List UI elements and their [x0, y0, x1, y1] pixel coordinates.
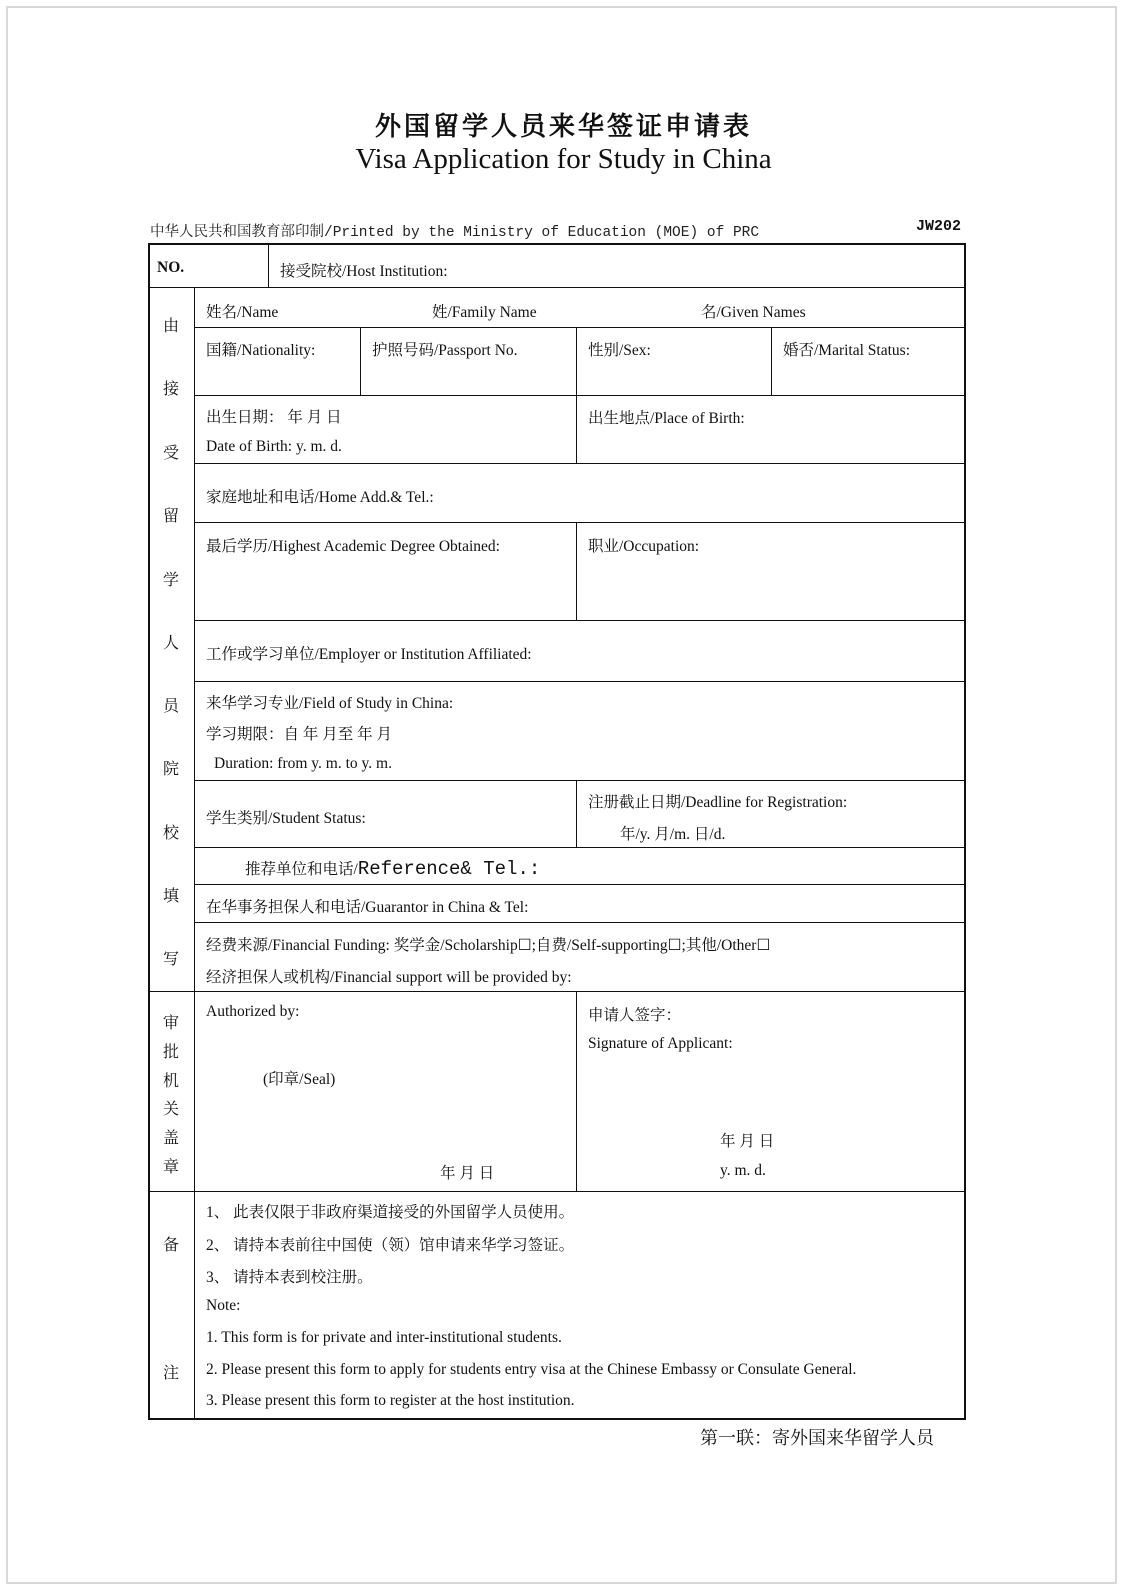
marital-status-field[interactable]: 婚否/Marital Status: [783, 342, 911, 359]
birth-place-field[interactable]: 出生地点/Place of Birth: [588, 410, 745, 427]
side-char: 由 [162, 316, 179, 335]
applicant-signature-field[interactable]: Signature of Applicant: [588, 1035, 733, 1052]
student-status-field[interactable]: 学生类别/Student Status: [206, 810, 366, 827]
side-char: 关 [162, 1099, 179, 1118]
note-label: Note: [206, 1297, 241, 1314]
dob-chinese[interactable]: 出生日期： 年 月 日 [206, 409, 342, 426]
side-char: 填 [162, 886, 179, 905]
applicant-signature-cn: 申请人签字： [588, 1007, 682, 1024]
side-char: 注 [162, 1363, 179, 1382]
field-of-study-field[interactable]: 来华学习专业/Field of Study in China: [206, 695, 454, 712]
applicant-date-en: y. m. d. [720, 1162, 766, 1179]
note-cn-3: 3、 请持本表到校注册。 [206, 1269, 373, 1286]
authorized-by-label: Authorized by: [206, 1003, 300, 1020]
note-cn-2: 2、 请持本表前往中国使（领）馆申请来华学习签证。 [206, 1237, 575, 1254]
printed-by-line: 中华人民共和国教育部印制/Printed by the Ministry of Education (MOE) of PRC [150, 225, 760, 241]
reference-field[interactable] [245, 857, 540, 880]
duration-english: Duration: from y. m. to y. m. [214, 755, 392, 772]
occupation-field[interactable]: 职业/Occupation: [588, 538, 700, 555]
side-char: 员 [162, 696, 179, 715]
side-char: 写 [162, 949, 179, 968]
financial-funding-options[interactable]: 经费来源/Financial Funding: 奖学金/Scholarship☐;自费/Self-supporting☐;其他/Other☐ [206, 937, 771, 954]
side-char: 盖 [162, 1128, 179, 1147]
side-char: 校 [162, 823, 179, 842]
deadline-label: 注册截止日期/Deadline for Registration: [588, 794, 848, 811]
sex-field[interactable]: 性别/Sex: [588, 342, 651, 359]
authorized-date[interactable]: 年 月 日 [440, 1165, 495, 1182]
given-names-field[interactable]: 名/Given Names [701, 304, 806, 321]
reference-label-cn: 推荐单位和电话/ [245, 861, 358, 878]
side-char: 学 [162, 570, 179, 589]
applicant-date-cn[interactable]: 年 月 日 [720, 1133, 775, 1150]
side-char: 机 [162, 1071, 179, 1090]
side-char: 受 [162, 443, 179, 462]
note-en-2: 2. Please present this form to apply for students entry visa at the Chinese Embassy or Consulate General. [206, 1361, 857, 1378]
name-label: 姓名/Name [206, 304, 279, 321]
no-label: NO. [157, 259, 185, 276]
financial-support-field[interactable]: 经济担保人或机构/Financial support will be provided by: [206, 969, 572, 986]
side-char: 留 [162, 506, 179, 525]
side-char: 审 [162, 1013, 179, 1032]
copy-designation-footer: 第一联：寄外国来华留学人员 [700, 1428, 934, 1448]
note-cn-1: 1、 此表仅限于非政府渠道接受的外国留学人员使用。 [206, 1204, 575, 1221]
passport-field[interactable]: 护照号码/Passport No. [372, 342, 518, 359]
form-title-english: Visa Application for Study in China [355, 143, 772, 175]
note-en-1: 1. This form is for private and inter-institutional students. [206, 1329, 562, 1346]
side-char: 备 [162, 1235, 179, 1254]
seal-label: (印章/Seal) [263, 1071, 336, 1088]
side-char: 院 [162, 759, 179, 778]
dob-english: Date of Birth: y. m. d. [206, 438, 342, 455]
nationality-field[interactable]: 国籍/Nationality: [206, 342, 316, 359]
family-name-field[interactable]: 姓/Family Name [432, 304, 537, 321]
employer-field[interactable]: 工作或学习单位/Employer or Institution Affiliated: [206, 646, 532, 663]
side-char: 人 [162, 633, 179, 652]
deadline-date-field[interactable]: 年/y. 月/m. 日/d. [620, 826, 726, 843]
form-title-chinese: 外国留学人员来华签证申请表 [374, 112, 752, 142]
duration-chinese[interactable]: 学习期限：自 年 月至 年 月 [206, 726, 393, 743]
side-char: 章 [162, 1157, 179, 1176]
home-address-field[interactable]: 家庭地址和电话/Home Add.& Tel.: [206, 489, 434, 506]
degree-field[interactable]: 最后学历/Highest Academic Degree Obtained: [206, 538, 500, 555]
note-en-3: 3. Please present this form to register at the host institution. [206, 1392, 575, 1409]
side-char: 批 [162, 1042, 179, 1061]
form-code: JW202 [916, 218, 962, 235]
side-char: 接 [162, 379, 179, 398]
host-institution-label[interactable]: 接受院校/Host Institution: [280, 263, 448, 280]
guarantor-field[interactable]: 在华事务担保人和电话/Guarantor in China & Tel: [206, 899, 529, 916]
reference-label-en: Reference& Tel.: [357, 858, 541, 880]
